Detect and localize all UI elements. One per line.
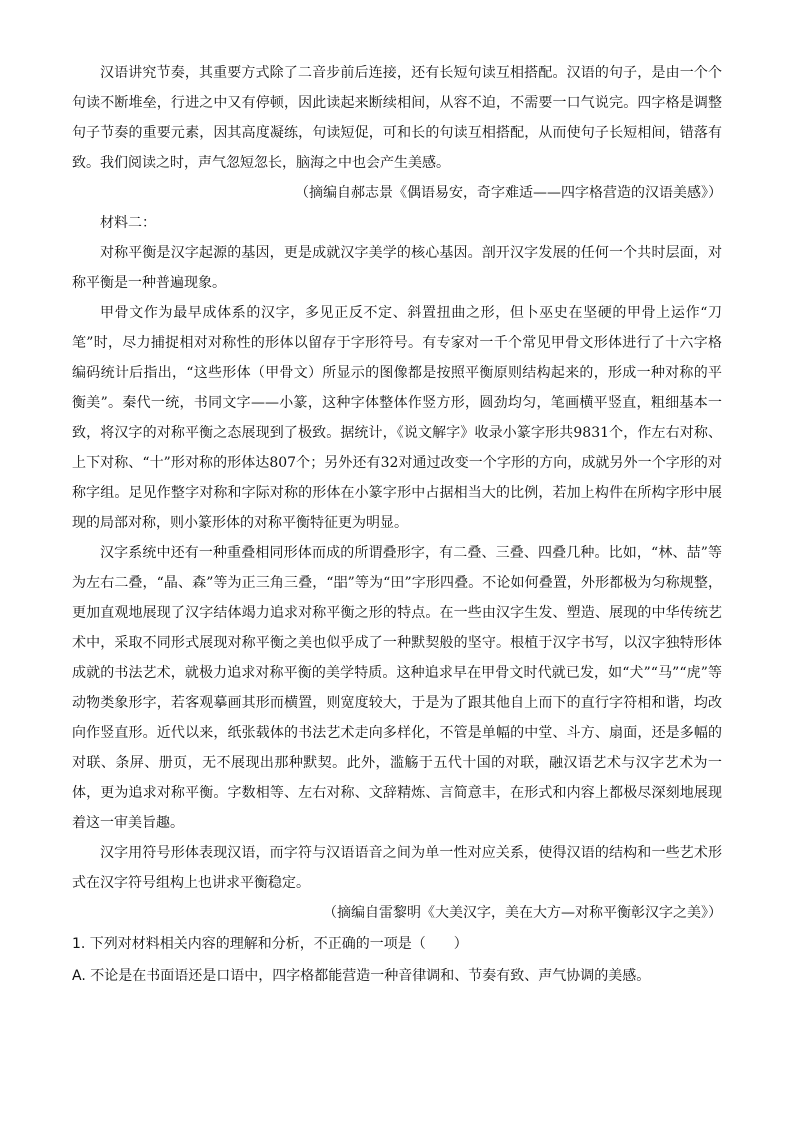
material1-source: （摘编自郝志景《偶语易安，奇字难适——四字格营造的汉语美感》）: [295, 185, 722, 201]
material2-paragraph-4: 汉字用符号形体表现汉语，而字符与汉语语音之间为单一性对应关系，使得汉语的结构和一些艺术形式在汉字符号组构上也讲求平衡稳定。: [72, 845, 722, 891]
material2-paragraph-3: 汉字系统中还有一种重叠相同形体而成的所谓叠形字，有二叠、三叠、四叠几种。比如，“林、喆”等为左右二叠，“晶、森”等为正三角三叠，“㗊”等为“田”字形四叠。不论如何叠置，外形都极为匀称规整，更加直观地展现了汉字结体竭力追求对称平衡之形的特点。在一些由汉字生发、塑造、展现的中华传统艺术中，采取不同形式展现对称平衡之美也似乎成了一种默契般的坚守。根植于汉字书写，以汉字独特形体成就的书法艺术，就极力追求对称平衡的美学特质。这种追求早在甲骨文时代就已发，如“犬”“马”“虎”等动物类象形字，若客观摹画其形而横置，则宽度较大，于是为了跟其他自上而下的直行字符相和谐，均改向作竖直形。近代以来，纸张载体的书法艺术走向多样化，不管是单幅的中堂、斗方、扇面，还是多幅的对联、条屏、册页，无不展现出那种默契。此外，滥觞于五代十国的对联，融汉语艺术与汉字艺术为一体，更为追求对称平衡。字数相等、左右对称、文辞精炼、言简意丰，在形式和内容上都极尽深刻地展现着这一审美旨趣。: [72, 545, 722, 831]
material2-paragraph-2: 甲骨文作为最早成体系的汉字，多见正反不定、斜置扭曲之形，但卜巫史在坚硬的甲骨上运作“刀笔”时，尽力捕捉相对对称性的形体以留存于字形符号。有专家对一千个常见甲骨文形体进行了十六字格编码统计后指出，“这些形体（甲骨文）所显示的图像都是按照平衡原则结构起来的，形成一种对称的平衡美”。秦代一统，书同文字——小篆，这种字体整体作竖方形，圆劲均匀，笔画横平竖直，粗细基本一致，将汉字的对称平衡之态展现到了极致。据统计，《说文解字》收录小篆字形共9831个，作左右对称、上下对称、“十”形对称的形体达807个；另外还有32对通过改变一个字形的方向，成就另外一个字形的对称字组。足见作整字对称和字际对称的形体在小篆字形中占据相当大的比例，若加上构件在所构字形中展现的局部对称，则小篆形体的对称平衡特征更为明显。: [72, 305, 722, 531]
question-option-a: A. 不论是在书面语还是口语中，四字格都能营造一种音律调和、节奏有致、声气协调的美感。: [72, 968, 651, 984]
material2-label: 材料二：: [100, 215, 156, 231]
question-stem: 1. 下列对材料相关内容的理解和分析，不正确的一项是（ ）: [72, 936, 468, 952]
material2-source: （摘编自雷黎明《大美汉字，美在大方—对称平衡彰汉字之美》）: [323, 905, 722, 921]
material2-paragraph-1: 对称平衡是汉字起源的基因，更是成就汉字美学的核心基因。剖开汉字发展的任何一个共时层面，对称平衡是一种普遍现象。: [72, 245, 722, 291]
document-page: [72, 58, 722, 992]
material1-paragraph: 汉语讲究节奏，其重要方式除了二音步前后连接，还有长短句读互相搭配。汉语的句子，是由一个个句读不断堆垒，行进之中又有停顿，因此读起来断续相间，从容不迫，不需要一口气说完。四字格是调整句子节奏的重要元素，因其高度凝练，句读短促，可和长的句读互相搭配，从而使句子长短相间，错落有致。我们阅读之时，声气忽短忽长，脑海之中也会产生美感。: [72, 65, 722, 171]
